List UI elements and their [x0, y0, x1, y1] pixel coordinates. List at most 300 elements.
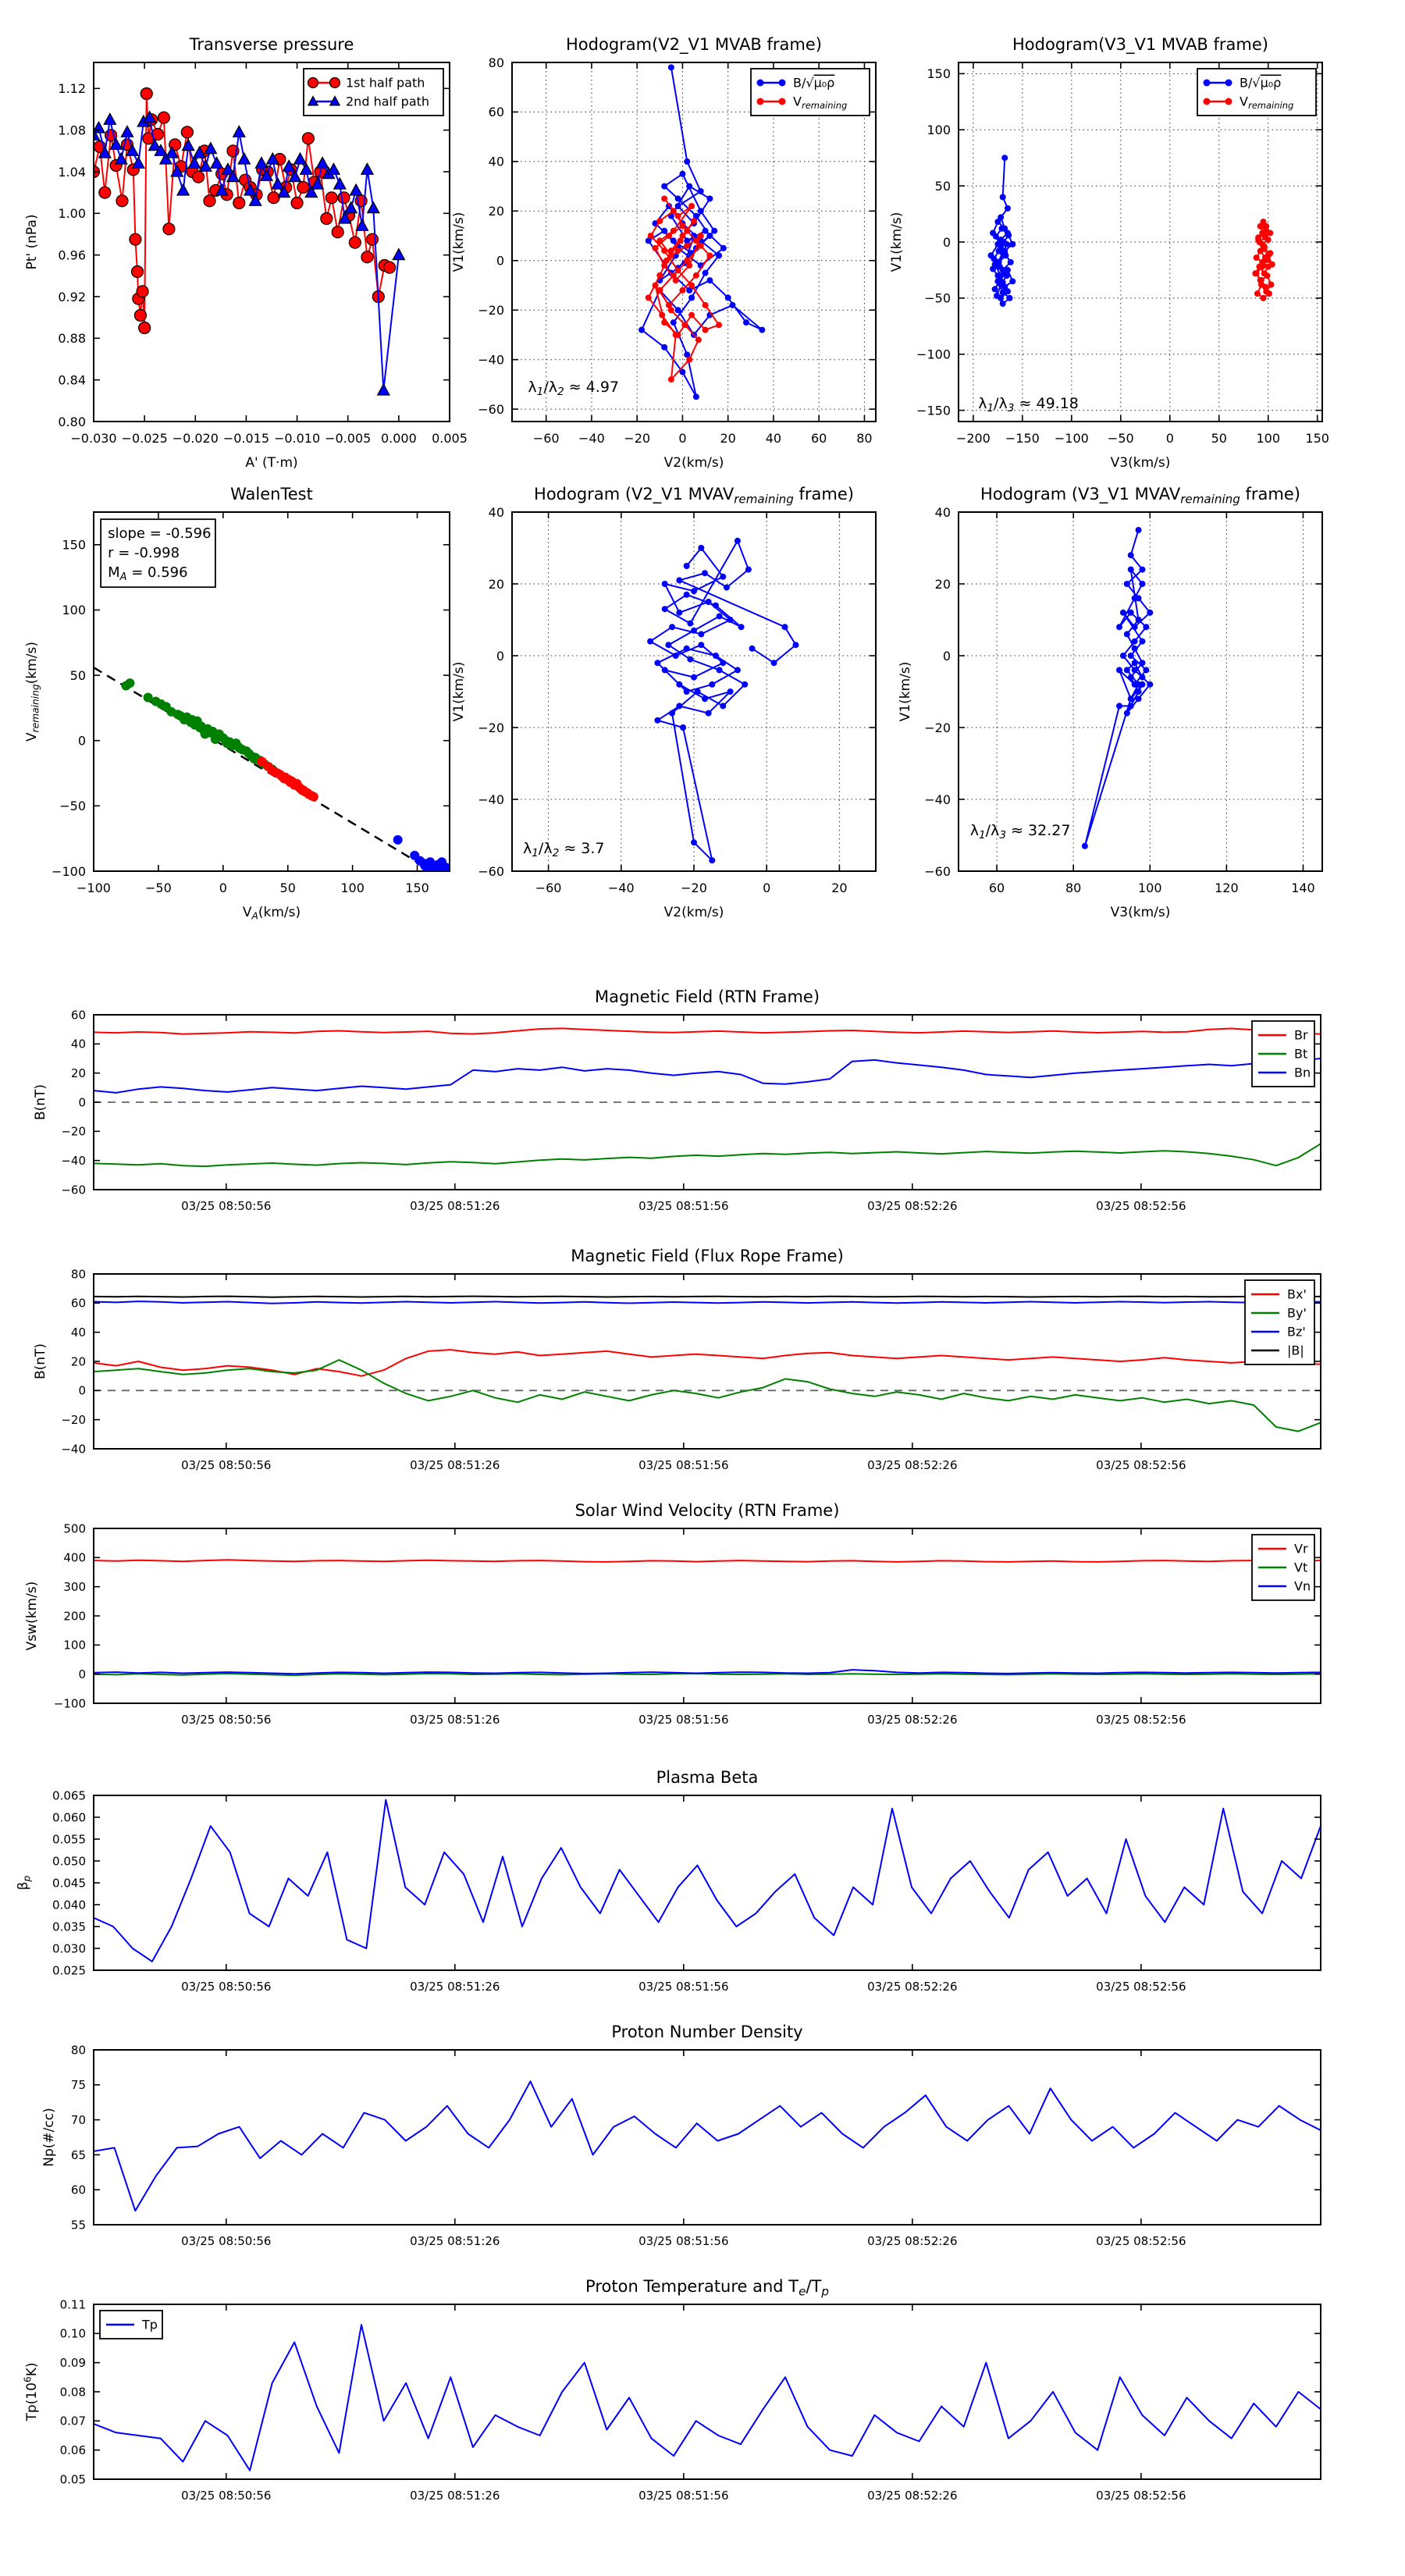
dot-marker [676, 703, 682, 709]
dot-marker [1261, 244, 1268, 250]
dot-marker [716, 322, 722, 328]
dot-marker [1268, 282, 1275, 288]
y-tick-label: 75 [70, 2078, 86, 2093]
dot-marker [393, 835, 403, 845]
dot-marker [661, 247, 667, 254]
dot-marker [187, 715, 197, 724]
circle-marker [330, 78, 340, 88]
dot-marker [1005, 232, 1012, 238]
triangle-marker [317, 157, 329, 168]
dot-marker [698, 631, 704, 637]
dot-marker [1116, 667, 1122, 673]
panel-title: Hodogram (V2_V1 $MVAV_{remaining}$ frame) [534, 485, 854, 507]
dot-marker [1254, 290, 1261, 297]
x-tick-label: 120 [1215, 881, 1239, 895]
dot-marker [638, 327, 645, 333]
markers-velocity-hodogram [647, 538, 799, 863]
y-tick-label: 0.84 [58, 372, 86, 388]
dot-marker [676, 681, 682, 688]
legend-label: Br [1294, 1027, 1308, 1043]
dot-marker [668, 247, 674, 254]
series-group [94, 2325, 1321, 2471]
dot-marker [1124, 710, 1130, 717]
x-axis-label: A' (T·m) [245, 455, 298, 471]
triangle-marker [294, 153, 306, 164]
triangle-marker [121, 126, 133, 137]
dot-marker [1143, 624, 1149, 630]
dot-marker [679, 171, 685, 177]
y-tick-label: 0.05 [59, 2472, 86, 2487]
dot-marker [1254, 254, 1260, 261]
annotation: $\lambda_1/\lambda_3 \approx 49.18$ [978, 394, 1079, 415]
dot-marker [706, 599, 712, 605]
y-tick-label: 0.055 [52, 1832, 86, 1847]
markers-V-remaining [1252, 219, 1275, 301]
legend [1252, 1021, 1314, 1087]
y-tick-label: 1.00 [58, 206, 86, 222]
dot-marker [1254, 270, 1260, 276]
dot-marker [735, 538, 741, 544]
y-tick-label: −60 [924, 863, 951, 879]
dot-marker [688, 283, 695, 289]
x-tick-label: 40 [765, 431, 782, 446]
legend-label: Vt [1294, 1560, 1308, 1575]
dot-marker [684, 646, 690, 652]
x-tick-label: 0 [763, 881, 771, 895]
y-tick-label: −150 [916, 403, 951, 418]
dot-marker [647, 639, 653, 645]
y-tick-label: 0.065 [52, 1788, 86, 1803]
y-tick-label: 0.11 [59, 2297, 86, 2312]
x-tick-label: 03/25 08:52:26 [867, 2234, 958, 2248]
y-tick-label: 20 [488, 204, 504, 219]
dot-marker [1262, 284, 1268, 290]
y-tick-label: −60 [478, 401, 504, 417]
dot-marker [782, 624, 788, 630]
x-tick-label: 60 [988, 881, 1005, 895]
y-tick-label: 20 [70, 1354, 86, 1369]
dot-marker [675, 203, 681, 209]
panel-walen-test [24, 485, 450, 922]
y-tick-label: 300 [63, 1580, 86, 1595]
y-tick-label: 55 [70, 2218, 86, 2233]
legend-label: Vr [1294, 1541, 1308, 1557]
dot-marker [675, 195, 681, 201]
y-tick-label: 50 [934, 178, 951, 194]
y-tick-label: 0.08 [59, 2385, 86, 2400]
dot-marker [1000, 301, 1006, 307]
markers-first-half-points [121, 678, 276, 774]
y-tick-label: −40 [924, 792, 951, 807]
x-tick-label: 150 [405, 881, 429, 895]
series-velocity-hodogram [1085, 530, 1150, 846]
dot-marker [1225, 80, 1232, 87]
series-velocity-hodogram [650, 541, 795, 860]
y-tick-label: 0 [78, 1383, 86, 1398]
legend-label: Bt [1294, 1046, 1308, 1062]
x-tick-label: 03/25 08:52:56 [1096, 1199, 1186, 1213]
dot-marker [656, 272, 663, 279]
dot-marker [698, 208, 704, 214]
dot-marker [661, 319, 667, 326]
textbox-line: r = -0.998 [108, 545, 180, 562]
y-tick-label: 1.08 [58, 123, 86, 138]
dot-marker [702, 696, 708, 702]
y-tick-label: 0.025 [52, 1963, 86, 1978]
annotation: $\lambda_1/\lambda_2 \approx 3.7$ [522, 840, 605, 860]
markers-B-sqrt-mu0rho [988, 155, 1016, 307]
dot-marker [706, 277, 713, 283]
markers-2nd half path [87, 112, 404, 395]
y-axis-label: $\beta_p$ [16, 1875, 33, 1891]
circle-marker [116, 195, 128, 207]
dot-marker [670, 228, 677, 234]
y-tick-label: 0.060 [52, 1810, 86, 1825]
y-tick-label: 150 [927, 66, 951, 82]
dot-marker [706, 233, 713, 239]
dot-marker [743, 319, 749, 326]
y-tick-label: 40 [70, 1037, 86, 1051]
dot-marker [698, 545, 704, 551]
dot-marker [1267, 230, 1273, 237]
dot-marker [1139, 639, 1145, 645]
legend [751, 69, 870, 116]
x-tick-label: 03/25 08:52:56 [1096, 1458, 1186, 1472]
dot-marker [661, 195, 667, 201]
axes-spines [94, 1528, 1321, 1703]
dot-marker [675, 267, 681, 273]
circle-marker [349, 237, 361, 248]
dot-marker [656, 287, 663, 294]
y-tick-label: 1.04 [58, 164, 86, 180]
dot-marker [1124, 667, 1130, 673]
series-beta-p [94, 1800, 1321, 1962]
dot-marker [662, 581, 668, 587]
y-tick-label: 400 [63, 1550, 86, 1565]
panel-proton-number-density [41, 2023, 1321, 2248]
y-tick-label: 150 [62, 537, 86, 553]
dot-marker [1000, 194, 1006, 201]
y-tick-label: 40 [70, 1325, 86, 1340]
x-tick-label: 03/25 08:50:56 [181, 2489, 272, 2503]
axes-spines [94, 2050, 1321, 2225]
dot-marker [713, 603, 719, 609]
series-group [647, 538, 799, 863]
x-tick-label: 03/25 08:51:26 [410, 1458, 500, 1472]
triangle-marker [255, 157, 267, 168]
y-axis-label: V1(km/s) [451, 212, 467, 272]
y-tick-label: 0 [78, 1095, 86, 1110]
dot-marker [197, 721, 206, 731]
x-tick-label: 03/25 08:52:26 [867, 2489, 958, 2503]
circle-marker [130, 233, 141, 245]
dot-marker [176, 711, 185, 720]
circle-marker [338, 192, 350, 204]
triangle-marker [301, 163, 312, 174]
x-tick-label: 03/25 08:52:56 [1096, 1713, 1186, 1727]
dot-marker [695, 688, 701, 695]
circle-marker [321, 213, 333, 225]
x-tick-label: −100 [76, 881, 111, 895]
dot-marker [686, 183, 692, 190]
x-tick-label: −0.020 [172, 431, 219, 446]
legend-label: Bn [1294, 1065, 1311, 1080]
panel-hodogram-v3v1-mvav [898, 485, 1322, 920]
series-group [988, 155, 1275, 307]
dot-marker [662, 606, 668, 612]
triangle-marker [393, 249, 404, 260]
series-group [1082, 527, 1153, 849]
x-tick-label: −0.015 [222, 431, 270, 446]
x-tick-label: 03/25 08:52:26 [867, 1980, 958, 1994]
dot-marker [1132, 639, 1138, 645]
x-tick-label: 0 [678, 431, 687, 446]
x-tick-label: 50 [279, 881, 296, 895]
dot-marker [702, 302, 709, 308]
dot-marker [695, 336, 702, 343]
x-tick-label: 20 [720, 431, 736, 446]
legend-label: $V_{remaining}$ [1240, 94, 1294, 112]
legend-label: By' [1287, 1305, 1307, 1321]
legend [1197, 69, 1316, 116]
x-tick-label: 03/25 08:51:26 [410, 1980, 500, 1994]
y-tick-label: 60 [70, 1008, 86, 1023]
dot-marker [725, 294, 731, 301]
dot-marker [693, 272, 699, 279]
x-tick-label: 100 [1137, 881, 1162, 895]
dot-marker [706, 195, 713, 201]
legend-label: B/√μ₀ρ [793, 75, 835, 91]
legend-label: Bx' [1287, 1286, 1307, 1302]
dot-marker [993, 233, 999, 240]
y-axis-label: $V_{remaining}(km/s)$ [24, 642, 41, 742]
y-tick-label: −40 [61, 1442, 86, 1457]
y-tick-label: 0.88 [58, 331, 86, 347]
circle-marker [140, 88, 152, 100]
dot-marker [1257, 277, 1264, 283]
y-tick-label: 0.040 [52, 1898, 86, 1912]
dot-marker [1001, 268, 1008, 274]
dot-marker [648, 233, 654, 239]
circle-marker [297, 182, 309, 194]
y-tick-label: 0.035 [52, 1920, 86, 1934]
x-tick-label: 80 [856, 431, 873, 446]
dot-marker [1259, 264, 1265, 270]
x-tick-label: −40 [578, 431, 605, 446]
dot-marker [998, 226, 1005, 232]
dot-marker [717, 667, 723, 673]
x-tick-label: 03/25 08:52:56 [1096, 2489, 1186, 2503]
dot-marker [1009, 278, 1016, 284]
y-tick-label: 0.09 [59, 2356, 86, 2371]
legend-label: Tp [142, 2317, 158, 2332]
dot-marker [423, 868, 432, 877]
legend-label: Bz' [1287, 1324, 1306, 1340]
y-tick-label: −100 [52, 863, 86, 879]
panel-title: Hodogram(V3_V1 MVAB frame) [1012, 35, 1268, 54]
triangle-marker [104, 113, 116, 124]
dot-marker [698, 642, 704, 648]
dot-marker [1082, 843, 1088, 849]
circle-marker [233, 197, 245, 209]
y-tick-label: 40 [934, 504, 951, 520]
y-tick-label: −50 [924, 290, 951, 306]
y-tick-label: 50 [69, 667, 86, 683]
y-axis-label: $Tp(10^6K)$ [22, 2362, 40, 2421]
legend [100, 2311, 162, 2339]
series-group [87, 88, 404, 396]
x-tick-label: 03/25 08:51:26 [410, 1713, 500, 1727]
series-group [638, 64, 765, 400]
y-tick-label: −40 [478, 352, 504, 368]
y-tick-label: 60 [70, 2183, 86, 2197]
dot-marker [656, 218, 663, 224]
dot-marker [706, 252, 713, 258]
dot-marker [670, 208, 677, 214]
dot-marker [693, 237, 699, 244]
x-tick-label: 140 [1291, 881, 1315, 895]
dot-marker [670, 272, 677, 279]
dot-marker [779, 80, 786, 87]
y-tick-label: 0 [78, 1667, 86, 1682]
dot-marker [654, 717, 660, 724]
dot-marker [687, 621, 693, 627]
dot-marker [1132, 646, 1138, 652]
dot-marker [702, 327, 709, 333]
circle-marker [163, 223, 175, 235]
dot-marker [1005, 288, 1011, 294]
panel-title: Proton Number Density [611, 2023, 803, 2041]
y-tick-label: 0.050 [52, 1854, 86, 1869]
series-Np [94, 2081, 1321, 2211]
dot-marker [1116, 703, 1122, 709]
dot-marker [663, 258, 670, 264]
dot-marker [709, 857, 715, 863]
dot-marker [742, 681, 748, 688]
circle-marker [291, 197, 303, 209]
dot-marker [1004, 241, 1010, 247]
x-tick-label: 03/25 08:51:26 [410, 2489, 500, 2503]
y-tick-label: 0 [77, 733, 86, 749]
series-group [94, 667, 450, 881]
dot-marker [1116, 624, 1122, 630]
x-tick-label: 03/25 08:50:56 [181, 1713, 272, 1727]
stats-textbox [101, 519, 215, 587]
axes-spines [94, 1274, 1321, 1449]
y-tick-label: 80 [70, 2043, 86, 2058]
y-axis-label: V1(km/s) [898, 661, 913, 722]
dot-marker [1128, 696, 1134, 702]
dot-marker [691, 674, 697, 681]
x-tick-label: 03/25 08:51:56 [638, 1199, 729, 1213]
annotation: $\lambda_1/\lambda_3 \approx 32.27$ [969, 822, 1071, 842]
y-tick-label: −20 [61, 1413, 86, 1428]
dot-marker [1128, 552, 1134, 558]
series-Br [94, 1028, 1321, 1034]
y-tick-label: 0.92 [58, 289, 86, 304]
x-tick-label: −0.030 [70, 431, 117, 446]
dot-marker [668, 307, 674, 313]
x-tick-label: 03/25 08:52:56 [1096, 2234, 1186, 2248]
panel-title: Plasma Beta [656, 1768, 759, 1787]
dot-marker [709, 681, 715, 688]
y-tick-label: 20 [70, 1066, 86, 1081]
dot-marker [684, 258, 690, 264]
x-tick-label: 03/25 08:51:56 [638, 1713, 729, 1727]
dot-marker [693, 393, 699, 400]
dot-marker [997, 277, 1003, 283]
dot-marker [688, 294, 695, 301]
triangle-marker [233, 126, 245, 137]
dot-marker [735, 667, 741, 673]
triangle-marker [350, 184, 362, 195]
x-tick-label: 03/25 08:52:26 [867, 1713, 958, 1727]
y-tick-label: 100 [62, 603, 86, 618]
dot-marker [684, 243, 690, 249]
x-tick-label: 03/25 08:51:26 [410, 2234, 500, 2248]
circle-marker [137, 286, 148, 297]
dot-marker [668, 64, 674, 70]
dot-marker [679, 222, 685, 229]
x-tick-label: 0.005 [432, 431, 468, 446]
dot-marker [1139, 567, 1145, 573]
dot-marker [724, 585, 730, 591]
circle-marker [325, 192, 337, 204]
panel-transverse-pressure [24, 35, 468, 471]
x-tick-label: −60 [535, 881, 562, 895]
x-tick-label: 0 [219, 881, 227, 895]
panel-solar-wind-velocity [24, 1501, 1321, 1727]
y-tick-label: 20 [934, 576, 951, 592]
series-group [94, 1297, 1321, 1432]
dot-marker [720, 245, 727, 251]
dot-marker [745, 567, 752, 573]
dot-marker [698, 233, 704, 239]
y-tick-label: 0.10 [59, 2326, 86, 2341]
dot-marker [144, 693, 153, 703]
dot-marker [727, 617, 734, 623]
textbox-line: $M_A = 0.596$ [108, 564, 188, 584]
dot-marker [757, 98, 764, 105]
triangle-marker [334, 178, 346, 189]
x-tick-label: 03/25 08:51:56 [638, 2489, 729, 2503]
dot-marker [646, 294, 652, 301]
y-tick-label: 80 [70, 1267, 86, 1282]
series-B-sqrt-mu0rho [642, 67, 762, 397]
dot-marker [688, 312, 695, 318]
dot-marker [720, 660, 726, 666]
dot-marker [1120, 610, 1126, 616]
triangle-marker [368, 202, 379, 213]
y-tick-label: 0.045 [52, 1876, 86, 1891]
markers-second-half-points [258, 756, 318, 801]
dot-marker [1136, 696, 1142, 702]
x-tick-label: −0.005 [325, 431, 372, 446]
y-axis-label: B(nT) [33, 1343, 48, 1380]
dot-marker [702, 270, 709, 276]
x-tick-label: 03/25 08:50:56 [181, 2234, 272, 2248]
panel-hodogram-v2v1-mvav [451, 485, 876, 920]
panel-title: Hodogram(V2_V1 MVAB frame) [566, 35, 822, 54]
y-tick-label: 200 [63, 1609, 86, 1624]
y-tick-label: −100 [53, 1696, 86, 1711]
triangle-marker [93, 122, 105, 133]
dot-marker [706, 710, 712, 717]
dot-marker [679, 287, 685, 294]
y-tick-label: −40 [478, 792, 504, 807]
x-tick-label: −40 [607, 881, 635, 895]
series-Bz-prime [94, 1301, 1321, 1304]
